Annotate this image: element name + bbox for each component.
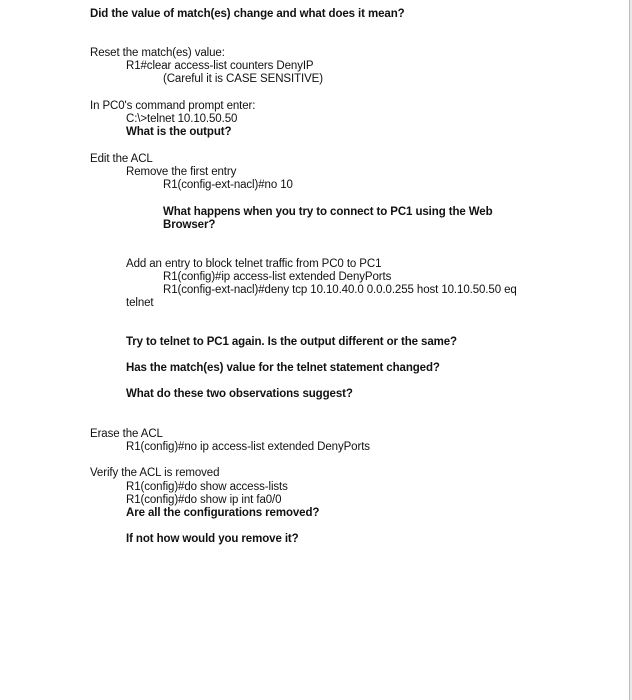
edit-acl-command: R1(config-ext-nacl)#no 10 [163,179,293,191]
verify-command2: R1(config)#do show ip int fa0/0 [126,494,282,506]
question-3: What do these two observations suggest? [126,388,353,400]
telnet-title: In PC0's command prompt enter: [90,100,256,112]
edit-acl-question: What happens when you try to connect to PC1 using the Web Browser? [163,206,493,231]
add-entry-title: Add an entry to block telnet traffic from PC0 to PC1 [126,258,382,270]
erase-command: R1(config)#no ip access-list extended DenyPorts [126,441,370,453]
reset-title: Reset the match(es) value: [90,47,225,59]
verify-command1: R1(config)#do show access-lists [126,481,288,493]
verify-question1: Are all the configurations removed? [126,507,320,519]
question-1: Try to telnet to PC1 again. Is the output different or the same? [126,336,457,348]
erase-title: Erase the ACL [90,428,163,440]
edit-acl-step: Remove the first entry [126,166,237,178]
verify-question2: If not how would you remove it? [126,533,299,545]
add-entry-command2-cont: telnet [126,297,154,309]
verify-title: Verify the ACL is removed [90,467,220,479]
reset-note: (Careful it is CASE SENSITIVE) [163,73,323,85]
add-entry-command2: R1(config-ext-nacl)#deny tcp 10.10.40.0 0.0.0.255 host 10.10.50.50 eq [163,284,517,296]
page-heading: Did the value of match(es) change and what does it mean? [90,8,405,20]
question-2: Has the match(es) value for the telnet statement changed? [126,362,440,374]
edit-acl-title: Edit the ACL [90,153,153,165]
telnet-command: C:\>telnet 10.10.50.50 [126,113,238,125]
telnet-question: What is the output? [126,126,232,138]
add-entry-command1: R1(config)#ip access-list extended DenyPorts [163,271,392,283]
reset-command: R1#clear access-list counters DenyIP [126,60,314,72]
